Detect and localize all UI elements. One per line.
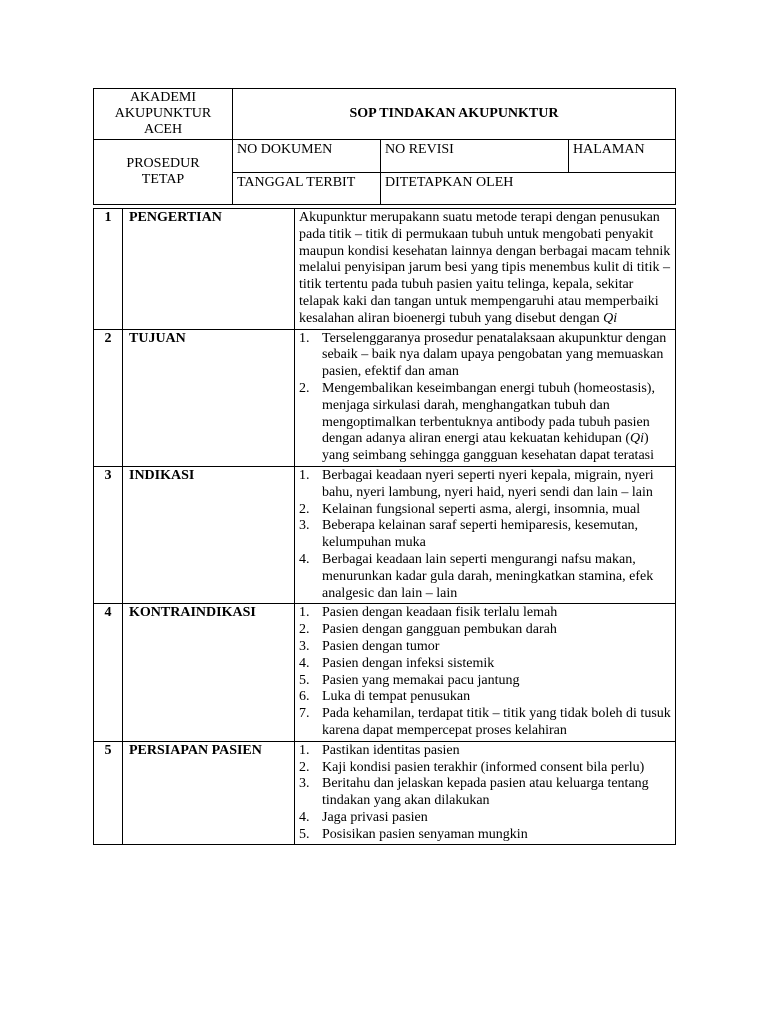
section-title: INDIKASI bbox=[123, 466, 295, 603]
section-content bbox=[295, 466, 676, 603]
list-item: 7. Pada kehamilan, terdapat titik – titik yang tidak boleh di tusuk karena dapat mempercepat proses kelahiran bbox=[299, 706, 671, 738]
definition-paragraph: Akupunktur merupakann suatu metode terapi dengan penusukan pada titik – titik di permukaan tubuh untuk mengobati penyakit maupun kondisi kesehatan lainnya dengan berbagai macam tehnik melalui penyisipan jarum besi yang tipis menembus kulit di titik – titik tertentu pada tubuh pasien yaitu telinga, kepala, sekitar telapak kaki dan tangan untuk mempengaruhi atau memperbaiki kesalahan aliran bioenergi tubuh yang disebut dengan Qi bbox=[299, 210, 671, 326]
section-row-persiapan-pasien bbox=[94, 741, 676, 845]
list-item: 2. Kaji kondisi pasien terakhir (informed consent bila perlu) bbox=[299, 759, 645, 775]
list-item: 3. Pasien dengan tumor bbox=[299, 638, 440, 654]
section-title: PERSIAPAN PASIEN bbox=[123, 741, 295, 845]
list-item: 5. Posisikan pasien senyaman mungkin bbox=[299, 826, 528, 842]
sop-document bbox=[93, 88, 675, 845]
list-item: 1. Berbagai keadaan nyeri seperti nyeri kepala, migrain, nyeri bahu, nyeri lambung, nyeri haid, nyeri sendi dan lain – lain bbox=[299, 467, 654, 500]
no-revisi-label: NO REVISI bbox=[381, 140, 569, 173]
section-number: 5 bbox=[94, 741, 123, 845]
patient-preparation-list bbox=[299, 743, 671, 844]
tanggal-terbit-label: TANGGAL TERBIT bbox=[233, 173, 381, 205]
list-item: 3. Beritahu dan jelaskan kepada pasien atau keluarga tentang tindakan yang akan dilakukan bbox=[299, 776, 649, 809]
section-title: KONTRAINDIKASI bbox=[123, 604, 295, 741]
section-number: 4 bbox=[94, 604, 123, 741]
institution-name: AKADEMI AKUPUNKTUR ACEH bbox=[94, 89, 233, 140]
content-table bbox=[93, 208, 676, 845]
ditetapkan-oleh-label: DITETAPKAN OLEH bbox=[381, 173, 676, 205]
section-number: 1 bbox=[94, 209, 123, 330]
section-title: PENGERTIAN bbox=[123, 209, 295, 330]
section-row-pengertian bbox=[94, 209, 676, 330]
list-item: 5. Pasien yang memakai pacu jantung bbox=[299, 672, 520, 688]
list-item: 1. Pastikan identitas pasien bbox=[299, 742, 460, 758]
section-content bbox=[295, 209, 676, 330]
halaman-label: HALAMAN bbox=[569, 140, 676, 173]
list-item: 6. Luka di tempat penusukan bbox=[299, 689, 471, 705]
section-row-tujuan bbox=[94, 329, 676, 466]
list-item: 2. Kelainan fungsional seperti asma, alergi, insomnia, mual bbox=[299, 501, 641, 517]
list-item: 4. Berbagai keadaan lain seperti mengurangi nafsu makan, menurunkan kadar gula darah, meningkatkan stamina, efek analgesic dan lain – lain bbox=[299, 551, 654, 601]
section-row-indikasi bbox=[94, 466, 676, 603]
list-item: 1. Pasien dengan keadaan fisik terlalu lemah bbox=[299, 605, 558, 621]
list-item: 3. Beberapa kelainan saraf seperti hemiparesis, kesemutan, kelumpuhan muka bbox=[299, 518, 639, 551]
document-title: SOP TINDAKAN AKUPUNKTUR bbox=[233, 89, 676, 140]
section-number: 2 bbox=[94, 329, 123, 466]
indication-list bbox=[299, 468, 671, 602]
procedure-label: PROSEDUR TETAP bbox=[94, 140, 233, 205]
section-content bbox=[295, 329, 676, 466]
contraindication-list bbox=[299, 605, 671, 739]
list-item: 2. Pasien dengan gangguan pembukan darah bbox=[299, 622, 557, 638]
section-content bbox=[295, 604, 676, 741]
no-dokumen-label: NO DOKUMEN bbox=[233, 140, 381, 173]
list-item: 4. Jaga privasi pasien bbox=[299, 809, 428, 825]
section-title: TUJUAN bbox=[123, 329, 295, 466]
section-number: 3 bbox=[94, 466, 123, 603]
section-row-kontraindikasi bbox=[94, 604, 676, 741]
list-item: 2. Mengembalikan keseimbangan energi tubuh (homeostasis), menjaga sirkulasi darah, menghangatkan tubuh dan mengoptimalkan terbentuknya antibody pada tubuh pasien dengan adanya aliran energi atau kekuatan kehidupan (Qi) yang seimbang sehingga gangguan kesehatan dapat teratasi bbox=[299, 380, 655, 464]
section-content bbox=[295, 741, 676, 845]
objective-list bbox=[299, 331, 671, 465]
list-item: 1. Terselenggaranya prosedur penatalaksaan akupunktur dengan sebaik – baik nya dalam upaya pengobatan yang memuaskan pasien, efektif dan aman bbox=[299, 330, 667, 380]
list-item: 4. Pasien dengan infeksi sistemik bbox=[299, 655, 495, 671]
header-table bbox=[93, 88, 676, 205]
